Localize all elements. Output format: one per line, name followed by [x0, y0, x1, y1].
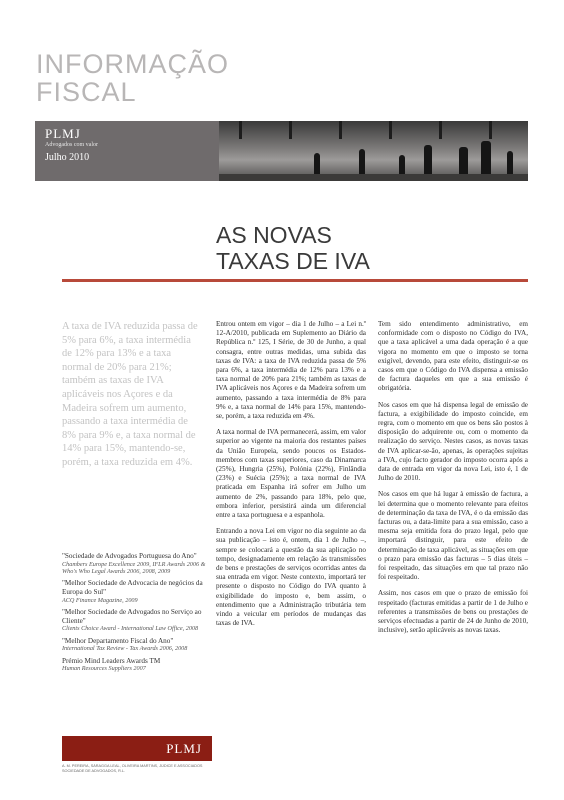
footer-logo-text: PLMJ [166, 740, 202, 756]
article-column-1 [216, 320, 366, 636]
award-name: Prémio Mind Leaders Awards TM [62, 656, 161, 665]
paragraph: Nos casos em que há dispensa legal de emissão de factura, a exigibilidade do imposto coincide, em regra, com o momento em que os bens são postos à disposição do adquirente ou, com o momento da realização do serviço. Nestes casos, as novas taxas de IVA aplicar-se-ão, apenas, às operações sujeitas a IVA, cujo facto gerador do imposto ocorra após a data de entrada em vigor da nova Lei, isto é, 1 de Julho de 2010. [378, 400, 528, 483]
paragraph: Assim, nos casos em que o prazo de emissão foi respeitado (facturas emitidas a partir de 1 de Julho e referentes a transmissões de bens ou prestações de serviços efectuadas a partir de 24 de Junho de 2010, inclusive), serão aplicáveis as novas taxas. [378, 589, 528, 635]
photo-beam [489, 121, 492, 139]
publication-title-line1: INFORMAÇÃO [36, 49, 230, 79]
brand-name: PLMJ [45, 126, 81, 141]
photo-beam [239, 121, 242, 139]
award-source: Human Resources Suppliers 2007 [62, 665, 146, 673]
award-item [62, 608, 212, 633]
paragraph: A taxa normal de IVA permanecerá, assim, em valor superior ao vigente na maioria dos restantes países da União Europeia, sendo poucos os Estados-membros com taxas superiores, caso da Dinamarca (25%), Hungria (25%), Polónia (22%), Finlândia (23%) e Suécia (25%); a taxa normal de IVA praticada em Espanha irá sofrer em Julho um aumento de 2%, passando para 18%, pelo que, embora inferior, persistirá ainda um diferencial entre a taxa portuguesa e a espanhola. [216, 428, 366, 520]
title-divider [62, 279, 528, 282]
banner-photo [219, 121, 528, 181]
photo-figure [507, 151, 513, 175]
photo-figure [399, 155, 405, 175]
publication-title-line2: FISCAL [36, 77, 137, 107]
paragraph: Tem sido entendimento administrativo, em conformidade com o disposto no Código do IVA, que a taxa aplicável a uma dada operação é a que vigora no momento em que o imposto se torna exigível, devendo, para este efeito, distinguir-se os casos em que o Código do IVA dispensa a emissão de factura daqueles em que a sua emissão é obrigatória. [378, 320, 528, 393]
photo-figure [424, 145, 432, 175]
footer-fine-print [62, 764, 212, 774]
award-item [62, 637, 212, 653]
article-title-line2: TAXAS DE IVA [216, 248, 370, 274]
award-name: "Melhor Sociedade de Advocacia de negócios da Europa do Sul" [62, 579, 203, 596]
paragraph: Entrando a nova Lei em vigor no dia seguinte ao da sua publicação – isto é, ontem, dia 1 de Julho –, sempre se colocará a questão da sua aplicação no tempo, designadamente em relação às transmissões de bens e prestações de serviços ocorridas antes da sua entrada em vigor. Neste contexto, importará ter presente o disposto no Código do IVA quanto à exigibilidade do imposto e, bem assim, o entendimento que a Administração tributária tem vindo a veicular em períodos de mudanças das taxas de IVA. [216, 527, 366, 628]
paragraph: Nos casos em que há lugar à emissão de factura, a lei determina que o momento relevante para efeitos de determinação da taxa de IVA, é o da emissão das facturas ou, a data-limite para a sua emissão, caso a mesma seja emitida fora do prazo legal, pelo que importará distinguir, para este efeito de determinação de taxa aplicável, as situações em que o prazo para emissão das facturas – 5 dias úteis – foi respeitado, das situações em que tal prazo não foi respeitado. [378, 490, 528, 582]
issue-date: Julho 2010 [45, 152, 90, 163]
brand-tagline: Advogados com valor [45, 142, 98, 148]
paragraph: Entrou ontem em vigor – dia 1 de Julho – a Lei n.º 12-A/2010, publicada em Suplemento ao Diário da República n.º 125, I Série, de 30 de Junho, a qual consagra, entre outras medidas, uma subida das taxas de IVA: a taxa de IVA reduzida passa de 5% para 6%, a taxa intermédia de 12% para 13% e a taxa normal de 20% para 21%; também as taxas de IVA aplicáveis nos Açores e da Madeira sofrem um aumento, passando a taxa intermédia de 8% para 9% e, a taxa normal de 14% para 15%, mantendo-se, porém, a taxa reduzida em 4%. [216, 320, 366, 421]
footer-line: A. M. PEREIRA, SÁRAGGA LEAL, OLIVEIRA MARTINS, JÚDICE E ASSOCIADOS [62, 764, 203, 768]
awards-list [62, 552, 212, 677]
award-source: ACQ Finance Magazine, 2009 [62, 596, 138, 604]
photo-floor [219, 174, 528, 181]
footer-line: SOCIEDADE DE ADVOGADOS, R.L. [62, 769, 126, 773]
photo-beam [389, 121, 392, 139]
award-name: "Melhor Departamento Fiscal do Ano" [62, 636, 174, 645]
photo-beam [339, 121, 342, 139]
award-item [62, 657, 212, 673]
photo-beam [289, 121, 292, 139]
photo-figure [314, 153, 320, 175]
photo-beam [439, 121, 442, 139]
article-title-line1: AS NOVAS [216, 222, 332, 248]
article-column-2 [378, 320, 528, 643]
article-lead: A taxa de IVA reduzida passa de 5% para 6%, a taxa intermédia de 12% para 13% e a taxa normal de 20% para 21%; também as taxas de IVA aplicáveis nos Açores e da Madeira sofrem um aumento, passando a taxa intermédia de 8% para 9% e, a taxa normal de 14% para 15%, mantendo-se, porém, a taxa reduzida em 4%. [62, 321, 198, 468]
award-name: "Melhor Sociedade de Advogados no Serviço ao Cliente" [62, 608, 202, 625]
award-item [62, 552, 212, 575]
header-banner [35, 121, 528, 181]
photo-figure [481, 141, 491, 175]
award-item [62, 579, 212, 604]
banner-text [45, 127, 98, 165]
award-name: "Sociedade de Advogados Portuguesa do Ano" [62, 552, 197, 560]
photo-figure [359, 149, 365, 175]
award-source: Chambers Europe Excellence 2009, IFLR Awards 2006 & Who's Who Legal Awards 2006, 2008, 2009 [62, 560, 206, 575]
award-source: International Tax Review - Tax Awards 2006, 2008 [62, 645, 188, 653]
article-title [216, 222, 370, 274]
footer-logo [62, 736, 212, 761]
publication-title [36, 50, 229, 106]
award-source: Clients Choice Award - International Law Office, 2008 [62, 625, 199, 633]
photo-figure [459, 147, 468, 175]
